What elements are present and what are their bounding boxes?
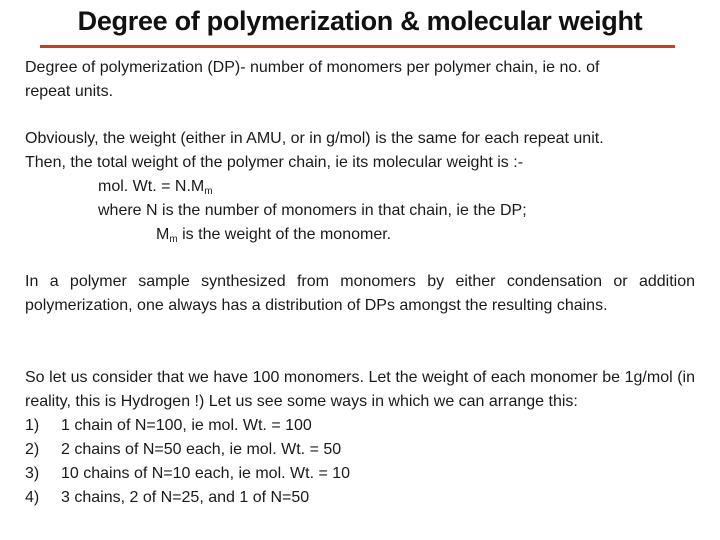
- list-item: [25, 438, 695, 462]
- mm-sub: m: [169, 234, 178, 245]
- dp-definition-line-2: repeat units.: [25, 83, 114, 100]
- mw-line-2: Then, the total weight of the polymer chain, ie its molecular weight is :-: [25, 154, 524, 171]
- list-item: [25, 486, 695, 510]
- list-item-number: 4): [25, 489, 40, 506]
- list-item-text: 3 chains, 2 of N=25, and 1 of N=50: [61, 489, 310, 506]
- list-item-text: 10 chains of N=10 each, ie mol. Wt. = 10: [61, 465, 351, 482]
- dp-definition-line-1: Degree of polymerization (DP)- number of monomers per polymer chain, ie no. of: [25, 59, 600, 76]
- mw-formula: [25, 175, 695, 199]
- list-item-number: 1): [25, 417, 40, 434]
- arrangement-list: [25, 414, 695, 510]
- distribution-paragraph: In a polymer sample synthesized from monomers by either condensation or addition polymerization, one always has a distribution of DPs amongst the resulting chains.: [25, 273, 695, 314]
- list-item: [25, 414, 695, 438]
- dp-definition: [25, 56, 695, 104]
- list-item-text: 1 chain of N=100, ie mol. Wt. = 100: [61, 417, 312, 434]
- list-item-number: 3): [25, 465, 40, 482]
- mw-where-line: where N is the number of monomers in that chain, ie the DP;: [98, 202, 527, 219]
- example-section: [25, 366, 695, 510]
- mw-formula-main: mol. Wt. = N.M: [98, 178, 205, 195]
- mw-formula-sub: m: [204, 186, 213, 197]
- molecular-weight-explanation: [25, 127, 695, 247]
- title-underline: [40, 45, 675, 48]
- mm-main: M: [156, 226, 170, 243]
- mw-monomer-weight-line: [25, 223, 695, 247]
- mw-line-1: Obviously, the weight (either in AMU, or in g/mol) is the same for each repeat unit.: [25, 130, 604, 147]
- slide-title: Degree of polymerization & molecular weight: [77, 6, 643, 36]
- list-item-text: 2 chains of N=50 each, ie mol. Wt. = 50: [61, 441, 342, 458]
- example-intro: So let us consider that we have 100 monomers. Let the weight of each monomer be 1g/mol (in reality, this is Hydrogen !) Let us see some ways in which we can arrange this:: [25, 369, 695, 410]
- mm-rest: is the weight of the monomer.: [177, 226, 392, 243]
- list-item-number: 2): [25, 441, 40, 458]
- list-item: [25, 462, 695, 486]
